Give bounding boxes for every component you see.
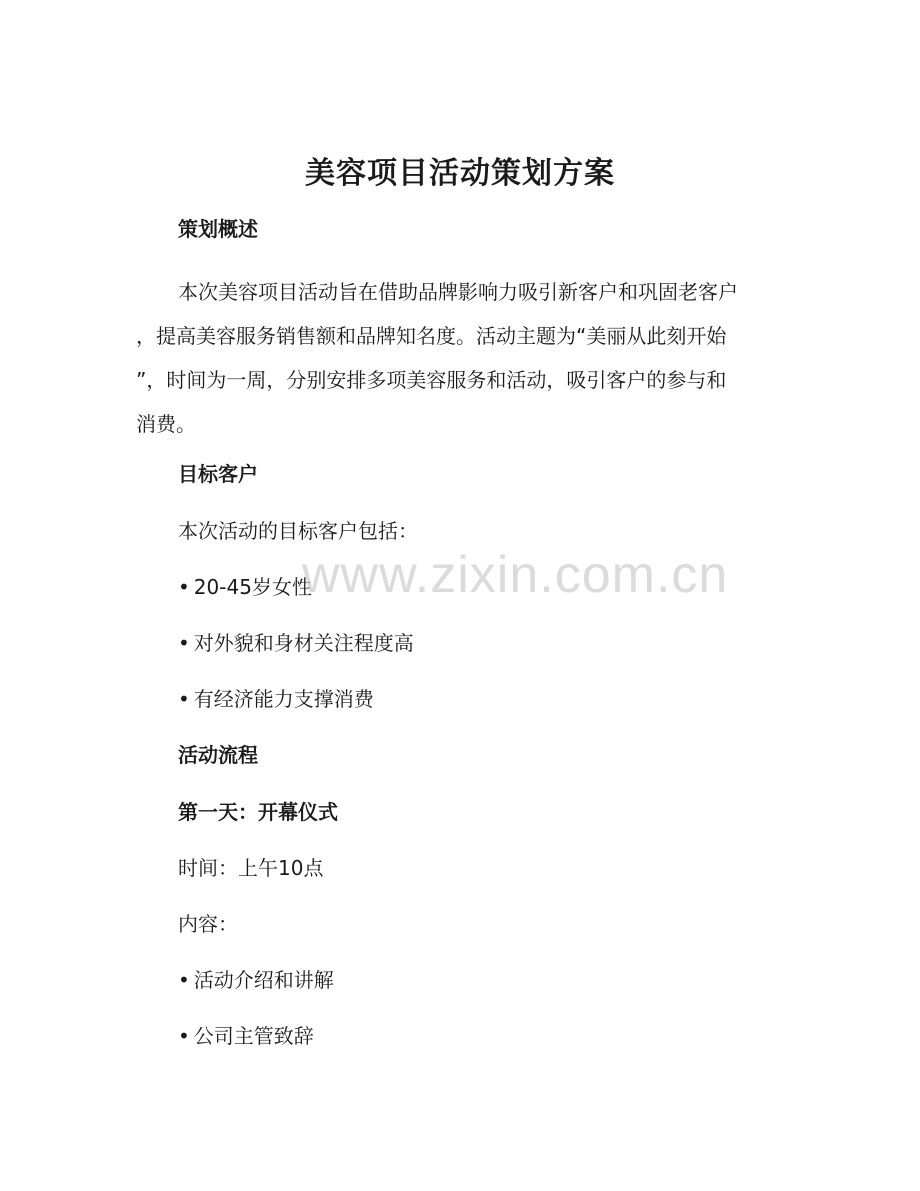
bullet-icon: • — [178, 631, 190, 655]
list-item — [178, 1021, 314, 1051]
target-intro: 本次活动的目标客户包括： — [178, 519, 418, 543]
paragraph-line: ，提高美容服务销售额和品牌知名度。活动主题为“美丽从此刻开始 — [136, 324, 727, 348]
bullet-icon: • — [178, 968, 190, 992]
day1-heading: 第一天：开幕仪式 — [178, 800, 338, 824]
process-heading: 活动流程 — [178, 743, 258, 767]
list-item — [178, 684, 374, 714]
paragraph-line: ”，时间为一周，分别安排多项美容服务和活动，吸引客户的参与和 — [136, 368, 727, 392]
list-item-text: 活动介绍和讲解 — [193, 968, 334, 992]
bullet-icon: • — [178, 575, 190, 599]
content-label: 内容： — [178, 912, 238, 936]
list-item — [178, 628, 414, 658]
list-item-text: 有经济能力支撑消费 — [193, 687, 374, 711]
bullet-icon: • — [178, 1024, 190, 1048]
list-item-text: 对外貌和身材关注程度高 — [193, 631, 414, 655]
watermark: www.zixin.com.cn — [302, 546, 729, 604]
paragraph-line: 消费。 — [136, 412, 196, 436]
target-heading: 目标客户 — [178, 462, 258, 486]
list-item-text: 公司主管致辞 — [193, 1024, 314, 1048]
time-line: 时间：上午10点 — [178, 856, 324, 880]
overview-paragraph — [136, 270, 776, 446]
list-item-text: 20-45岁女性 — [193, 575, 312, 599]
bullet-icon: • — [178, 687, 190, 711]
overview-heading: 策划概述 — [178, 217, 258, 241]
list-item — [178, 572, 312, 602]
paragraph-line: 本次美容项目活动旨在借助品牌影响力吸引新客户和巩固老客户 — [178, 280, 738, 304]
list-item — [178, 965, 334, 995]
page-title: 美容项目活动策划方案 — [305, 156, 615, 191]
